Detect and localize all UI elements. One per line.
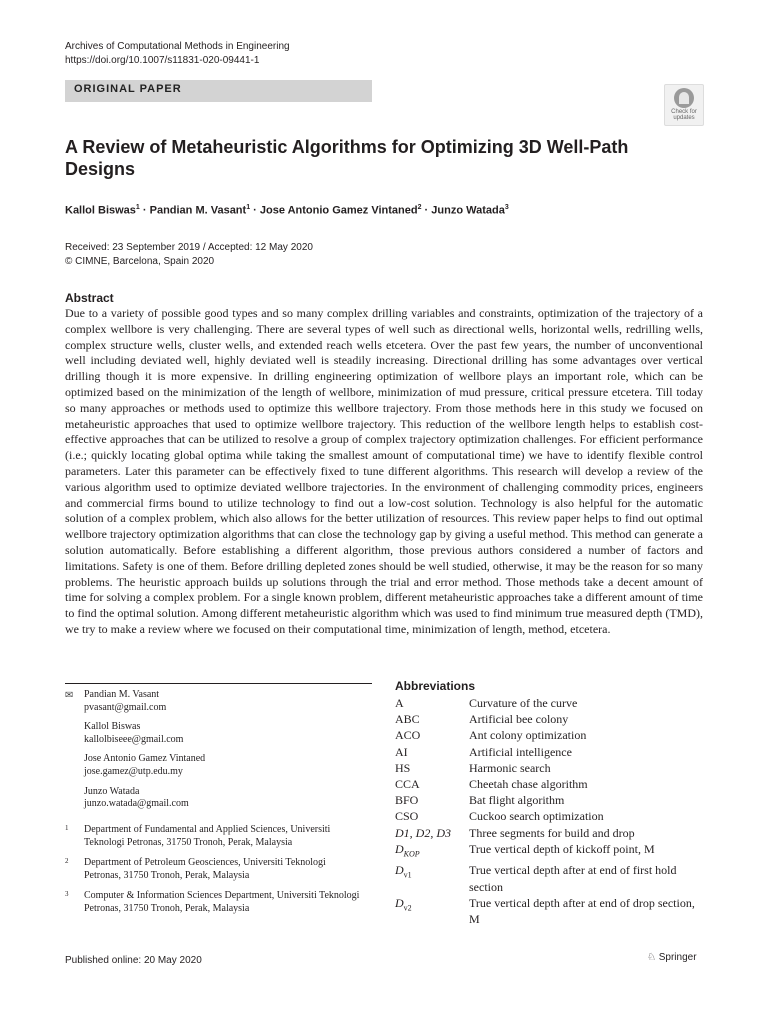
affiliation-text: Department of Fundamental and Applied Sciences, Universiti Teknologi Petronas, 31750 Tronoh, Perak, Malaysia bbox=[84, 824, 331, 848]
springer-horse-icon: ♘ bbox=[647, 952, 656, 963]
publisher-logo bbox=[647, 952, 697, 963]
abbreviation-row bbox=[395, 695, 705, 711]
abbreviation-subscript: v1 bbox=[403, 870, 412, 880]
contact-entry bbox=[84, 721, 364, 746]
abbreviation-row bbox=[395, 792, 705, 808]
abbreviation-definition: Curvature of the curve bbox=[469, 696, 578, 710]
publication-dates bbox=[65, 241, 313, 269]
abstract-heading: Abstract bbox=[65, 291, 114, 305]
abbreviation-definition: Harmonic search bbox=[469, 760, 551, 775]
affiliation-number: 3 bbox=[65, 890, 69, 899]
abbreviation-term bbox=[395, 895, 469, 927]
contact-name: Junzo Watada bbox=[84, 785, 140, 797]
abbreviation-row bbox=[395, 760, 705, 776]
abbreviations-list bbox=[395, 695, 705, 927]
abbreviation-term: AI bbox=[395, 744, 408, 759]
abstract-text: Due to a variety of possible good types and so many complex drilling variables and constraints, optimization of the trajectory of a complex wellbore is very challenging. There are several types of well such as directional wells, horizontal wells, redrilling wells, complex structure wells, cluster wells, and extended reach wells etcetera. Over the past few years, the number of unconventional well including deviated well, highly deviated well is steadily increasing. Directional drilling has some advantages over vertical drilling though it is more expensive. In drilling engineering optimization of wellbore plays an important role, which can be optimized based on the minimization of the length of wellbore, minimization of mud pressure, critical pressure etcetera. Till today so many approaches or methods used to optimize this wellbore trajectory. From those methods here in this study we focused on metaheuristic approaches that used to optimize wellbore trajectory. This reduction of the wellbore length helps to establish cost-effective approaches that can be utilized to resolve a group of complex trajectory optimization challenges. For efficient performance (i.e.; quickly locating global optima while taking the smallest amount of computational time) we have to identify flexible control parameters. Later this parameter can be effectively fixed to tune different algorithms. This research will develop a review of the various algorithm used to optimize deviated wellbore trajectories. In the environment of challenging commodity prices, engineers and commercial firms bound to utilize technology to find out a low-cost solution. Technology is also helpful for the automatic solution of a complex problem, which also allows for the better utilization of resources. This review paper helps to find out optimal wellbore trajectory optimization algorithms that can close the technology gap by giving a useful method. This method can generate a solution automatically. Before establishing a different algorithm, those previous authors considered a number of factors and limitations. Safety is one of them. Before drilling depleted zones should be well studied, otherwise, it may be the reason for so many problems. The heuristic approach builds up solutions through the trial and error method. Those methods take a decent amount of time for solving a complex problem. For a single known problem, different metaheuristic approaches take a different amount of time to find the optimal solution. Among different metaheuristic algorithm which was used to find minimum true measured depth (TMD), we try to make a review where we focused on their computational time, minimization of length, method, etcetera. bbox=[65, 306, 703, 636]
affiliation-number: 2 bbox=[65, 857, 69, 866]
abbreviation-row bbox=[395, 711, 705, 727]
affiliation-text: Computer & Information Sciences Department, Universiti Teknologi Petronas, 31750 Tronoh, Perak, Malaysia bbox=[84, 890, 360, 914]
publisher-name: Springer bbox=[658, 952, 697, 963]
author-name: Kallol Biswas bbox=[65, 204, 136, 217]
abbreviation-definition: True vertical depth after at end of first hold section bbox=[469, 863, 677, 894]
abbreviation-row bbox=[395, 776, 705, 792]
abbreviation-definition: Cheetah chase algorithm bbox=[469, 777, 588, 792]
journal-name: Archives of Computational Methods in Engineering bbox=[65, 41, 290, 52]
affiliation-text: Department of Petroleum Geosciences, Universiti Teknologi Petronas, 31750 Tronoh, Perak, Malaysia bbox=[84, 857, 326, 881]
abbreviation-definition: True vertical depth after at end of drop section, M bbox=[469, 895, 695, 927]
abbreviation-subscript: v2 bbox=[403, 903, 412, 913]
author-name: Junzo Watada bbox=[431, 204, 505, 217]
abbreviation-definition: Bat flight algorithm bbox=[469, 793, 565, 808]
check-line-2: updates bbox=[673, 115, 695, 121]
author-affiliation-marker: 2 bbox=[417, 204, 422, 211]
doi-link[interactable]: https://doi.org/10.1007/s11831-020-09441-1 bbox=[65, 55, 260, 66]
affiliation-entry bbox=[65, 824, 365, 849]
envelope-icon: ✉ bbox=[65, 690, 74, 701]
affiliation-entry bbox=[65, 857, 365, 882]
abbreviation-definition: True vertical depth of kickoff point, M bbox=[469, 841, 655, 856]
contact-name: Kallol Biswas bbox=[84, 721, 141, 733]
abbreviation-term: ABC bbox=[395, 712, 420, 727]
abbreviation-row bbox=[395, 727, 705, 743]
abbreviation-term: CSO bbox=[395, 809, 419, 824]
abbreviation-term bbox=[395, 841, 469, 863]
check-for-updates-icon bbox=[674, 88, 694, 108]
copyright-line: © CIMNE, Barcelona, Spain 2020 bbox=[65, 256, 215, 267]
contact-entry bbox=[84, 753, 364, 778]
contact-entry bbox=[84, 689, 364, 714]
contact-entry bbox=[84, 786, 364, 811]
contact-list bbox=[84, 689, 364, 818]
abbreviation-subscript: KOP bbox=[403, 849, 420, 859]
affiliation-number: 1 bbox=[65, 824, 69, 832]
published-online-date: Published online: 20 May 2020 bbox=[65, 955, 202, 966]
paper-type-label: ORIGINAL PAPER bbox=[74, 83, 182, 95]
abbreviation-symbol: D bbox=[395, 863, 404, 878]
abbreviation-symbol: D1, D2, D3 bbox=[395, 825, 451, 840]
contact-email[interactable]: junzo.watada@gmail.com bbox=[84, 798, 189, 810]
abbreviation-symbol: D bbox=[395, 841, 404, 856]
contact-email[interactable]: pvasant@gmail.com bbox=[84, 701, 167, 713]
abbreviation-term: A bbox=[395, 696, 404, 710]
contact-name: Jose Antonio Gamez Vintaned bbox=[84, 753, 206, 765]
abbreviation-definition: Three segments for build and drop bbox=[469, 825, 635, 840]
abbreviation-row bbox=[395, 744, 705, 760]
author-affiliation-marker: 1 bbox=[246, 204, 251, 211]
contact-email[interactable]: jose.gamez@utp.edu.my bbox=[84, 765, 183, 777]
abbreviation-symbol: D bbox=[395, 895, 404, 910]
abbreviation-row bbox=[395, 808, 705, 824]
abbreviation-term: CCA bbox=[395, 777, 420, 792]
abbreviation-row bbox=[395, 825, 705, 841]
contact-name: Pandian M. Vasant bbox=[84, 689, 160, 700]
contact-email[interactable]: kallolbiseee@gmail.com bbox=[84, 733, 184, 745]
author-list: Kallol Biswas$^1$ · Pandian M. Vasant$^1$ · Jose Antonio Gamez Vintaned$^2$ · Junzo Watada$^3$ bbox=[65, 204, 509, 217]
abbreviation-row bbox=[395, 862, 705, 894]
abbreviation-term: BFO bbox=[395, 793, 419, 808]
abbreviation-definition: Cuckoo search optimization bbox=[469, 809, 604, 824]
paper-type-bar bbox=[65, 80, 372, 102]
author-name: Pandian M. Vasant bbox=[149, 204, 247, 217]
abbreviation-row bbox=[395, 841, 705, 863]
affiliation-entry bbox=[65, 890, 365, 915]
footnote-divider bbox=[65, 683, 372, 684]
abbreviation-definition: Artificial intelligence bbox=[469, 744, 572, 759]
check-line-1: Check for bbox=[671, 109, 697, 115]
author-name: Jose Antonio Gamez Vintaned bbox=[259, 204, 418, 217]
abbreviation-term: ACO bbox=[395, 728, 421, 743]
check-for-updates-badge[interactable] bbox=[664, 84, 704, 126]
paper-title: A Review of Metaheuristic Algorithms for Optimizing 3D Well-Path Designs bbox=[65, 137, 629, 179]
abbreviation-term bbox=[395, 825, 469, 841]
received-accepted-dates: Received: 23 September 2019 / Accepted: 12 May 2020 bbox=[65, 242, 313, 253]
abbreviation-definition: Ant colony optimization bbox=[469, 728, 587, 743]
abbreviation-definition: Artificial bee colony bbox=[469, 712, 569, 727]
abbreviations-heading: Abbreviations bbox=[395, 679, 476, 693]
affiliation-list bbox=[65, 824, 365, 924]
abbreviation-term: HS bbox=[395, 760, 411, 775]
abbreviation-term bbox=[395, 862, 469, 894]
abbreviation-row bbox=[395, 895, 705, 927]
author-affiliation-marker: 3 bbox=[504, 204, 509, 211]
author-affiliation-marker: 1 bbox=[135, 204, 140, 211]
journal-header bbox=[65, 40, 290, 68]
